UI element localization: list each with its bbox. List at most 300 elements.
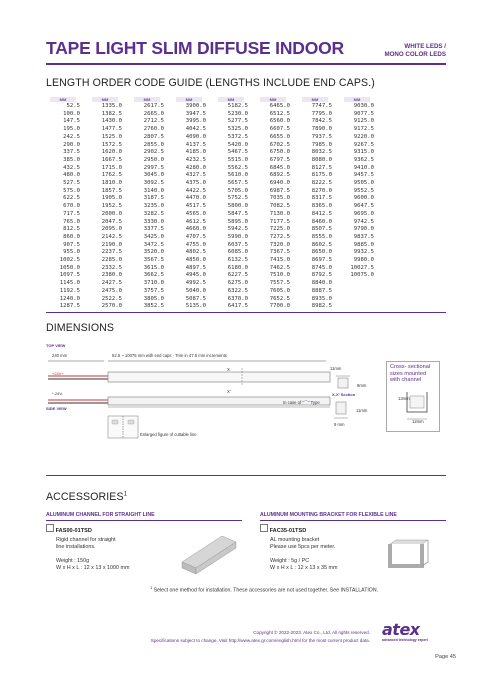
aluminum-channel-image: [178, 532, 240, 578]
atex-logo: [382, 622, 428, 642]
length-cell: 9647.5: [353, 203, 374, 210]
length-cell: 3710.0: [143, 280, 164, 287]
section-mark-x-prime: X': [227, 389, 231, 394]
length-cell: 1857.5: [101, 187, 122, 194]
accessories-sup: 1: [123, 491, 128, 498]
dim-12mm: 12mm: [412, 419, 424, 424]
length-cell: 2617.5: [143, 103, 164, 109]
length-cell: 8840.0: [311, 280, 332, 287]
length-cell: 4992.5: [185, 280, 206, 287]
length-cell: 5467.5: [227, 149, 248, 156]
length-cell: 2332.5: [101, 264, 122, 271]
accessory-right-weight: Weight : 5g / PC: [270, 558, 310, 564]
table-row: [46, 195, 374, 203]
length-cell: 195.0: [63, 126, 80, 133]
length-cell: 860.0: [63, 233, 80, 240]
accessories-note: [150, 585, 378, 594]
length-cell: 3092.5: [143, 180, 164, 187]
length-cell: 3472.5: [143, 241, 164, 248]
length-cell: 8650.0: [311, 249, 332, 256]
unit-label: MM: [218, 97, 244, 102]
header-rule: [46, 63, 446, 65]
length-cell: 1382.5: [101, 110, 122, 117]
length-cell: 1620.0: [101, 149, 122, 156]
table-row: [46, 188, 374, 196]
length-cell: 10027.5: [350, 264, 374, 271]
length-cell: 812.5: [63, 226, 80, 233]
cuttable-caption: Enlarged figure of cuttable line: [140, 432, 197, 437]
dimensions-heading: DIMENSIONS: [46, 322, 115, 334]
table-row: [46, 265, 374, 273]
length-cell: 4565.0: [185, 210, 206, 217]
length-cell: 290.0: [63, 141, 80, 148]
length-cell: 6940.0: [269, 180, 290, 187]
table-row: [46, 272, 374, 280]
length-cell: 2427.5: [101, 280, 122, 287]
length-guide-heading: LENGTH ORDER CODE GUIDE (LENGTHS INCLUDE END CAPS.): [46, 77, 375, 89]
dim-11mm-side: 11mm: [356, 408, 368, 413]
length-cell: 6037.5: [227, 241, 248, 248]
length-cell: 9030.0: [353, 103, 374, 109]
length-cell: 337.5: [63, 149, 80, 156]
length-cell: 8745.0: [311, 264, 332, 271]
length-cell: 4042.5: [185, 126, 206, 133]
table-row: [46, 211, 374, 219]
table-row: [46, 303, 374, 311]
length-cell: 8080.0: [311, 156, 332, 163]
length-cell: 1097.5: [59, 272, 80, 279]
length-cell: 907.5: [63, 241, 80, 248]
length-cell: 7272.5: [269, 233, 290, 240]
length-cell: 4232.5: [185, 156, 206, 163]
length-cell: 8222.5: [311, 180, 332, 187]
length-cell: 7652.5: [269, 295, 290, 302]
length-cell: 7035.0: [269, 195, 290, 202]
length-cell: 385.0: [63, 156, 80, 163]
length-cell: 4802.5: [185, 249, 206, 256]
table-row: [46, 111, 374, 119]
accessory-right-code: FAC35-01TSD: [269, 528, 307, 534]
length-cell: 5325.0: [227, 126, 248, 133]
length-cell: 5657.5: [227, 180, 248, 187]
table-row: [46, 257, 374, 265]
length-cell: 7937.5: [311, 133, 332, 140]
length-cell: 1335.0: [101, 103, 122, 109]
plus-24v-label: +24V+: [52, 371, 64, 376]
length-cell: 2760.0: [143, 126, 164, 133]
length-cell: 4660.0: [185, 226, 206, 233]
side-view-label: SIDE VIEW: [46, 406, 67, 411]
accessory-left-code: FAS00-01TSD: [55, 528, 92, 534]
length-cell: 9077.5: [353, 110, 374, 117]
length-cell: 1525.0: [101, 133, 122, 140]
length-cell: 10075.0: [350, 272, 374, 279]
mounting-bracket-image: [382, 536, 438, 576]
unit-label: MM: [302, 97, 328, 102]
length-cell: 5372.5: [227, 133, 248, 140]
in-case-label: In case of "⌒" Type: [283, 400, 320, 405]
length-cell: 3567.5: [143, 257, 164, 264]
length-cell: 5895.0: [227, 218, 248, 225]
table-row: [46, 118, 374, 126]
length-cell: 4470.0: [185, 195, 206, 202]
length-cell: 2380.0: [101, 272, 122, 279]
length-cell: 3805.0: [143, 295, 164, 302]
unit-label: MM: [176, 97, 202, 102]
accessory-left-checkbox[interactable]: [46, 524, 54, 532]
length-cell: 8460.0: [311, 218, 332, 225]
length-cell: 3140.0: [143, 187, 164, 194]
length-cell: 8935.0: [311, 295, 332, 302]
length-cell: 5087.5: [185, 295, 206, 302]
length-cell: 5562.5: [227, 164, 248, 171]
length-cell: 717.5: [63, 210, 80, 217]
dim-11mm-top: 11mm: [330, 366, 342, 371]
length-cell: 9742.5: [353, 218, 374, 225]
length-cell: 5752.5: [227, 195, 248, 202]
note-sup: 1: [150, 585, 153, 590]
length-cell: 7557.5: [269, 280, 290, 287]
length-cell: 4755.0: [185, 241, 206, 248]
tape-dimension-drawing: [46, 358, 386, 448]
length-cell: 6845.0: [269, 164, 290, 171]
minus-24v-label: *-24V-: [52, 391, 64, 396]
length-cell: 5847.5: [227, 210, 248, 217]
unit-label: MM: [134, 97, 160, 102]
length-cell: 1430.0: [101, 118, 122, 125]
top-view-label: TOP VIEW: [46, 343, 66, 348]
footer-specs: Specifications subject to change. Visit http://www.atex.gr.com/english.html for the most current product data.: [150, 638, 370, 643]
length-cell: 9837.5: [353, 233, 374, 240]
length-cell: 9315.0: [353, 149, 374, 156]
length-cell: 955.0: [63, 249, 80, 256]
length-cell: 5040.0: [185, 287, 206, 294]
length-cell: 100.0: [63, 110, 80, 117]
length-cell: 9362.5: [353, 156, 374, 163]
length-cell: 6987.5: [269, 187, 290, 194]
length-cell: 1952.5: [101, 203, 122, 210]
length-cell: 6370.0: [227, 295, 248, 302]
length-cell: 3520.0: [143, 249, 164, 256]
table-row: [46, 165, 374, 173]
length-cell: 8602.5: [311, 241, 332, 248]
length-cell: 6702.5: [269, 141, 290, 148]
length-cell: 5135.0: [185, 303, 206, 310]
length-cell: 6560.0: [269, 118, 290, 125]
length-cell: 242.5: [63, 133, 80, 140]
length-cell: 8507.5: [311, 226, 332, 233]
length-cell: 4612.5: [185, 218, 206, 225]
length-cell: 6227.5: [227, 272, 248, 279]
cross-section-caption: [387, 362, 439, 386]
accessory-left-weight: Weight : 150g: [56, 558, 90, 564]
length-cell: 4090.0: [185, 133, 206, 140]
length-table: [46, 97, 374, 311]
length-cell: 2522.5: [101, 295, 122, 302]
page-number: Page 45: [435, 654, 456, 660]
type-text: Type: [310, 400, 320, 405]
length-cell: 6892.5: [269, 172, 290, 179]
length-cell: 8887.5: [311, 287, 332, 294]
length-cell: 527.5: [63, 180, 80, 187]
length-cell: 1572.5: [101, 141, 122, 148]
length-cell: 4850.0: [185, 257, 206, 264]
length-cell: 1905.0: [101, 195, 122, 202]
length-cell: 8032.5: [311, 149, 332, 156]
length-cell: [340, 303, 374, 311]
accessory-left-rule: [46, 520, 242, 521]
length-cell: 3947.5: [185, 110, 206, 117]
accessory-right-desc-2: Please use 5pcs per meter.: [270, 544, 336, 550]
tagline-line-2: MONO COLOR LEDS: [384, 51, 446, 58]
length-cell: 3282.5: [143, 210, 164, 217]
accessory-left-size: W x H x L : 12 x 13 x 1000 mm: [56, 565, 130, 571]
length-cell: [340, 296, 374, 304]
length-cell: 6797.5: [269, 156, 290, 163]
length-cell: 2000.0: [101, 210, 122, 217]
length-cell: 9600.0: [353, 195, 374, 202]
length-cell: 6085.0: [227, 249, 248, 256]
accessory-left-bar: ALUMINUM CHANNEL FOR STRAIGHT LINE: [46, 512, 155, 518]
length-cell: 7510.0: [269, 272, 290, 279]
length-cell: 4517.5: [185, 203, 206, 210]
accessory-right-size: W x H x L : 12 x 13 x 35 mm: [270, 565, 338, 571]
length-cell: 3425.0: [143, 233, 164, 240]
table-row: [46, 157, 374, 165]
cross-section-line-3: with channel: [390, 377, 422, 384]
length-cell: 6512.5: [269, 110, 290, 117]
table-row: [46, 180, 374, 188]
length-cell: 1667.5: [101, 156, 122, 163]
length-cell: 5610.0: [227, 172, 248, 179]
tagline-line-1: WHITE LEDS /: [404, 43, 446, 50]
accessory-right-rule: [260, 520, 446, 521]
note-text: Select one method for installation. These accessories are not used together. See INSTALLATION.: [153, 587, 379, 594]
footer-copyright: Copyright © 2022-2023. Atex Co., Ltd. All rights reserved.: [253, 630, 370, 635]
table-row: [46, 142, 374, 150]
length-cell: 3045.0: [143, 172, 164, 179]
length-cell: 9695.0: [353, 210, 374, 217]
product-tagline: [384, 43, 446, 59]
length-cell: 7225.0: [269, 226, 290, 233]
length-cell: 8270.0: [311, 187, 332, 194]
length-cell: 8127.5: [311, 164, 332, 171]
table-row: [46, 280, 374, 288]
table-row: [46, 226, 374, 234]
length-cell: 432.5: [63, 164, 80, 171]
length-cell: 2190.0: [101, 241, 122, 248]
length-cell: 6750.0: [269, 149, 290, 156]
length-cell: 8792.5: [311, 272, 332, 279]
table-row: [46, 234, 374, 242]
accessories-title: ACCESSORIES: [46, 491, 124, 503]
length-cell: 1477.5: [101, 126, 122, 133]
length-cell: 8317.5: [311, 195, 332, 202]
dim-240-label: 240 mm: [52, 353, 68, 358]
section-mark-x: X: [227, 367, 230, 372]
length-cell: 2237.5: [101, 249, 122, 256]
length-cell: 8982.5: [311, 303, 332, 310]
length-cell: 4185.0: [185, 149, 206, 156]
length-cell: 5990.0: [227, 233, 248, 240]
length-cell: 8412.5: [311, 210, 332, 217]
length-cell: 1050.0: [59, 264, 80, 271]
length-cell: 5705.0: [227, 187, 248, 194]
length-cell: 2142.5: [101, 233, 122, 240]
length-cell: 147.5: [63, 118, 80, 125]
length-cell: 3377.5: [143, 226, 164, 233]
table-row: [46, 296, 374, 304]
length-cell: [340, 280, 374, 288]
length-cell: 622.5: [63, 195, 80, 202]
length-cell: 2950.0: [143, 156, 164, 163]
length-cell: 9410.0: [353, 164, 374, 171]
length-cell: 3852.5: [143, 303, 164, 310]
length-cell: 1192.5: [59, 287, 80, 294]
length-cell: 3235.0: [143, 203, 164, 210]
length-cell: 4375.0: [185, 180, 206, 187]
length-cell: 7130.0: [269, 210, 290, 217]
length-cell: 1810.0: [101, 180, 122, 187]
table-row: [46, 242, 374, 250]
xx-section-label: X-X' Section: [332, 392, 356, 397]
length-cell: 7415.0: [269, 257, 290, 264]
length-cell: 4280.0: [185, 164, 206, 171]
length-cell: 5942.5: [227, 226, 248, 233]
unit-label: MM: [50, 97, 76, 102]
length-cell: 7320.0: [269, 241, 290, 248]
length-cell: 9267.5: [353, 141, 374, 148]
length-cell: 8697.5: [311, 257, 332, 264]
length-cell: 7700.0: [269, 303, 290, 310]
length-cell: 9125.0: [353, 118, 374, 125]
length-cell: 480.0: [63, 172, 80, 179]
length-cell: 765.0: [63, 218, 80, 225]
length-cell: 7082.5: [269, 203, 290, 210]
length-cell: 1240.0: [59, 295, 80, 302]
unit-label: MM: [92, 97, 118, 102]
length-cell: 9932.5: [353, 249, 374, 256]
length-cell: 7795.0: [311, 110, 332, 117]
length-cell: 1715.0: [101, 164, 122, 171]
logo-sub: advanced technology expert: [382, 638, 428, 642]
length-cell: 575.0: [63, 187, 80, 194]
length-cell: 4945.0: [185, 272, 206, 279]
length-cell: 2807.5: [143, 133, 164, 140]
unit-label: MM: [260, 97, 286, 102]
length-cell: 1145.0: [59, 280, 80, 287]
accessory-left-desc-1: Rigid channel for straight: [56, 537, 116, 543]
length-cell: 4897.5: [185, 264, 206, 271]
unit-label: MM: [344, 97, 370, 102]
table-row: [46, 126, 374, 134]
dim-9mm-top: 9mm: [357, 383, 367, 388]
length-cell: 9172.5: [353, 126, 374, 133]
page-title: TAPE LIGHT SLIM DIFFUSE INDOOR: [46, 38, 344, 58]
length-cell: 5182.5: [227, 103, 248, 109]
length-cell: 2047.5: [101, 218, 122, 225]
length-cell: 4422.5: [185, 187, 206, 194]
table-row: [46, 219, 374, 227]
length-cell: 1762.5: [101, 172, 122, 179]
length-cell: 670.0: [63, 203, 80, 210]
length-cell: 9457.5: [353, 172, 374, 179]
length-cell: 3757.5: [143, 287, 164, 294]
length-cell: 8365.0: [311, 203, 332, 210]
length-cell: 9505.0: [353, 180, 374, 187]
length-cell: 2475.0: [101, 287, 122, 294]
length-cell: 6465.0: [269, 103, 290, 109]
length-cell: 5515.0: [227, 156, 248, 163]
table-row: [46, 249, 374, 257]
length-cell: 3662.5: [143, 272, 164, 279]
length-cell: 9552.5: [353, 187, 374, 194]
length-cell: 4707.5: [185, 233, 206, 240]
length-cell: 7605.0: [269, 287, 290, 294]
length-cell: 3900.0: [185, 103, 206, 109]
length-cell: 2855.0: [143, 141, 164, 148]
accessory-right-checkbox[interactable]: [260, 524, 268, 532]
dim-range-label: 52.5 ~ 10075 mm with end caps · Trim in 47.5 mm increments: [112, 353, 227, 358]
length-cell: 7890.0: [311, 126, 332, 133]
accessory-right-bar: ALUMINUM MOUNTING BRACKET FOR FLEXIBLE LINE: [260, 512, 397, 518]
length-cell: 9220.0: [353, 133, 374, 140]
length-cell: 4327.5: [185, 172, 206, 179]
table-row: [46, 134, 374, 142]
table-row: [46, 203, 374, 211]
accessories-heading: [46, 491, 127, 503]
accessory-right-code-row: [260, 524, 446, 534]
length-cell: 2095.0: [101, 226, 122, 233]
length-cell: 2665.0: [143, 110, 164, 117]
length-cell: 7985.0: [311, 141, 332, 148]
length-cell: 6275.0: [227, 280, 248, 287]
length-cell: 6655.0: [269, 133, 290, 140]
cross-section-line-2: sizes mounted: [390, 370, 427, 377]
dim-13mm: 13mm: [398, 396, 410, 401]
accessory-left-desc-2: line installations.: [56, 544, 96, 550]
length-cell: 2712.5: [143, 118, 164, 125]
length-cell: [340, 288, 374, 296]
cross-section-line-1: Cross- sectional: [390, 364, 431, 370]
length-cell: 8175.0: [311, 172, 332, 179]
section-rule-dimensions: [46, 312, 446, 313]
table-row: [46, 288, 374, 296]
length-cell: 2902.5: [143, 149, 164, 156]
length-cell: 1287.5: [59, 303, 80, 310]
length-cell: 9980.0: [353, 257, 374, 264]
length-cell: 5230.0: [227, 110, 248, 117]
dim-9mm-side: 9 mm: [334, 422, 345, 427]
length-cell: 5800.0: [227, 203, 248, 210]
section-rule-accessories: [46, 475, 446, 476]
table-row: [46, 149, 374, 157]
length-cell: 7177.5: [269, 218, 290, 225]
length-cell: 5277.5: [227, 118, 248, 125]
length-cell: 6180.0: [227, 264, 248, 271]
length-cell: 6322.5: [227, 287, 248, 294]
accessory-right-desc-1: AL mounting bracket: [270, 537, 320, 543]
logo-word: atex: [382, 620, 420, 639]
length-cell: 9885.0: [353, 241, 374, 248]
length-cell: 3187.5: [143, 195, 164, 202]
table-row: [46, 103, 374, 111]
length-cell: 52.5: [66, 103, 80, 109]
length-cell: 7367.5: [269, 249, 290, 256]
length-cell: 3995.0: [185, 118, 206, 125]
length-cell: 5420.0: [227, 141, 248, 148]
length-cell: 4137.5: [185, 141, 206, 148]
